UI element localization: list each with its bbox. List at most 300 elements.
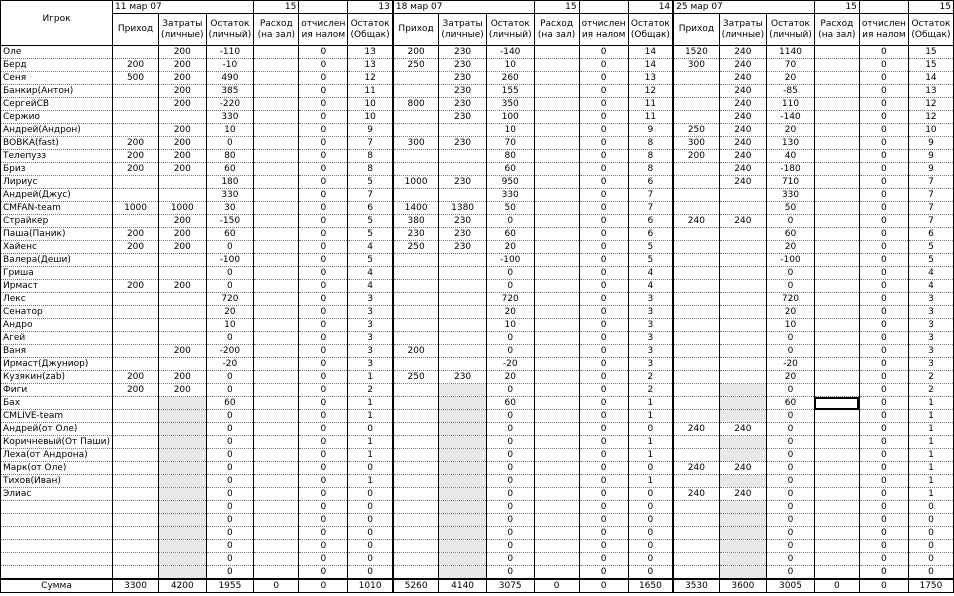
value-cell[interactable] (159, 423, 206, 436)
value-cell[interactable] (113, 189, 159, 202)
value-cell[interactable]: 0 (579, 215, 628, 228)
value-cell[interactable]: 8 (628, 163, 673, 176)
value-cell[interactable]: 0 (579, 319, 628, 332)
value-cell[interactable]: 0 (767, 566, 815, 580)
value-cell[interactable] (814, 241, 859, 254)
value-cell[interactable]: 10 (908, 124, 953, 137)
value-cell[interactable] (814, 98, 859, 111)
player-name-cell[interactable]: Гриша (1, 267, 113, 280)
summary-cell[interactable]: 0 (299, 579, 348, 593)
value-cell[interactable]: 155 (486, 85, 534, 98)
value-cell[interactable]: 1 (348, 475, 393, 488)
value-cell[interactable]: 0 (628, 553, 673, 566)
player-name-cell[interactable]: Андро (1, 319, 113, 332)
value-cell[interactable]: 380 (393, 215, 439, 228)
value-cell[interactable]: 0 (299, 46, 348, 59)
value-cell[interactable]: 330 (206, 111, 254, 124)
column-header[interactable]: Остаток (личный) (767, 14, 815, 46)
value-cell[interactable] (534, 215, 579, 228)
value-cell[interactable]: 20 (206, 306, 254, 319)
value-cell[interactable] (113, 46, 159, 59)
value-cell[interactable]: 5 (348, 215, 393, 228)
value-cell[interactable]: 3 (348, 345, 393, 358)
value-cell[interactable]: 240 (673, 215, 719, 228)
value-cell[interactable] (534, 254, 579, 267)
value-cell[interactable]: 0 (348, 488, 393, 501)
value-cell[interactable] (254, 527, 299, 540)
value-cell[interactable] (673, 254, 719, 267)
value-cell[interactable]: 0 (206, 501, 254, 514)
summary-cell[interactable]: 3600 (719, 579, 766, 593)
value-cell[interactable]: 0 (348, 514, 393, 527)
value-cell[interactable]: 200 (113, 384, 159, 397)
value-cell[interactable]: 0 (348, 501, 393, 514)
value-cell[interactable] (113, 436, 159, 449)
value-cell[interactable]: 0 (859, 98, 908, 111)
value-cell[interactable] (719, 540, 766, 553)
value-cell[interactable]: 230 (439, 228, 486, 241)
value-cell[interactable]: 0 (299, 124, 348, 137)
value-cell[interactable] (814, 319, 859, 332)
value-cell[interactable]: 0 (486, 384, 534, 397)
value-cell[interactable]: 0 (299, 449, 348, 462)
value-cell[interactable]: 7 (348, 137, 393, 150)
value-cell[interactable]: 230 (439, 98, 486, 111)
summary-cell[interactable]: 0 (814, 579, 859, 593)
value-cell[interactable]: 9 (628, 124, 673, 137)
value-cell[interactable]: 200 (113, 163, 159, 176)
value-cell[interactable] (439, 501, 486, 514)
value-cell[interactable]: 0 (628, 540, 673, 553)
value-cell[interactable] (159, 111, 206, 124)
value-cell[interactable] (673, 228, 719, 241)
value-cell[interactable]: 0 (579, 449, 628, 462)
player-name-cell[interactable]: Марк(от Оле) (1, 462, 113, 475)
player-name-cell[interactable]: Берд (1, 59, 113, 72)
value-cell[interactable] (534, 345, 579, 358)
value-cell[interactable]: 6 (628, 228, 673, 241)
value-cell[interactable] (393, 306, 439, 319)
value-cell[interactable] (534, 319, 579, 332)
value-cell[interactable] (439, 527, 486, 540)
value-cell[interactable]: 1 (908, 449, 953, 462)
value-cell[interactable]: 3 (348, 332, 393, 345)
value-cell[interactable] (113, 98, 159, 111)
value-cell[interactable] (534, 124, 579, 137)
value-cell[interactable] (254, 85, 299, 98)
value-cell[interactable] (719, 202, 766, 215)
value-cell[interactable] (673, 384, 719, 397)
value-cell[interactable]: 0 (579, 462, 628, 475)
value-cell[interactable]: 0 (299, 85, 348, 98)
column-header[interactable]: Затраты (личные) (159, 14, 206, 46)
value-cell[interactable]: 0 (859, 267, 908, 280)
summary-cell[interactable]: 4200 (159, 579, 206, 593)
value-cell[interactable]: 3 (348, 306, 393, 319)
value-cell[interactable]: 0 (206, 527, 254, 540)
value-cell[interactable] (534, 410, 579, 423)
value-cell[interactable] (393, 293, 439, 306)
value-cell[interactable] (814, 475, 859, 488)
value-cell[interactable] (814, 176, 859, 189)
value-cell[interactable]: 0 (206, 410, 254, 423)
player-name-cell[interactable]: Кузякин(zab) (1, 371, 113, 384)
value-cell[interactable]: 8 (348, 163, 393, 176)
summary-cell[interactable]: 5260 (393, 579, 439, 593)
value-cell[interactable] (254, 267, 299, 280)
value-cell[interactable] (534, 306, 579, 319)
value-cell[interactable] (534, 137, 579, 150)
summary-cell[interactable]: 1650 (628, 579, 673, 593)
section-total-rate[interactable]: 15 (908, 1, 953, 14)
value-cell[interactable]: 6 (628, 176, 673, 189)
value-cell[interactable]: 12 (908, 111, 953, 124)
value-cell[interactable] (393, 475, 439, 488)
value-cell[interactable]: 0 (299, 345, 348, 358)
player-name-cell[interactable]: Андрей(Андрон) (1, 124, 113, 137)
value-cell[interactable]: 0 (486, 514, 534, 527)
value-cell[interactable] (254, 137, 299, 150)
value-cell[interactable]: 200 (113, 137, 159, 150)
value-cell[interactable]: 240 (719, 215, 766, 228)
value-cell[interactable] (534, 189, 579, 202)
column-header[interactable]: отчислен ия налом (579, 14, 628, 46)
value-cell[interactable] (814, 423, 859, 436)
value-cell[interactable] (814, 111, 859, 124)
value-cell[interactable]: 130 (767, 137, 815, 150)
value-cell[interactable]: 200 (159, 72, 206, 85)
value-cell[interactable]: 0 (299, 202, 348, 215)
summary-label[interactable]: Сумма (1, 579, 113, 593)
value-cell[interactable] (113, 553, 159, 566)
value-cell[interactable] (113, 345, 159, 358)
value-cell[interactable]: -180 (767, 163, 815, 176)
value-cell[interactable] (393, 384, 439, 397)
value-cell[interactable] (439, 553, 486, 566)
value-cell[interactable]: 0 (579, 176, 628, 189)
value-cell[interactable]: 60 (486, 163, 534, 176)
value-cell[interactable]: 0 (579, 163, 628, 176)
value-cell[interactable] (254, 319, 299, 332)
header-blank[interactable] (767, 1, 815, 14)
value-cell[interactable] (814, 332, 859, 345)
value-cell[interactable]: 1 (628, 410, 673, 423)
value-cell[interactable]: 60 (206, 397, 254, 410)
value-cell[interactable]: 0 (859, 111, 908, 124)
summary-cell[interactable]: 1010 (348, 579, 393, 593)
value-cell[interactable]: 0 (908, 501, 953, 514)
value-cell[interactable]: 240 (719, 85, 766, 98)
value-cell[interactable]: 1 (908, 462, 953, 475)
value-cell[interactable] (534, 436, 579, 449)
value-cell[interactable]: 0 (579, 332, 628, 345)
player-name-cell[interactable]: Паша(Паник) (1, 228, 113, 241)
player-name-cell[interactable]: Леха(от Андрона) (1, 449, 113, 462)
value-cell[interactable] (113, 319, 159, 332)
column-header[interactable]: Затраты (личные) (439, 14, 486, 46)
value-cell[interactable]: 0 (206, 332, 254, 345)
value-cell[interactable] (673, 358, 719, 371)
value-cell[interactable]: 4 (908, 280, 953, 293)
summary-cell[interactable]: 3530 (673, 579, 719, 593)
value-cell[interactable]: 10 (348, 111, 393, 124)
value-cell[interactable]: 230 (393, 228, 439, 241)
value-cell[interactable]: 0 (299, 306, 348, 319)
player-name-cell[interactable]: CMFAN-team (1, 202, 113, 215)
column-header[interactable]: Приход (393, 14, 439, 46)
value-cell[interactable]: 0 (486, 553, 534, 566)
value-cell[interactable]: 0 (299, 501, 348, 514)
value-cell[interactable]: 0 (486, 488, 534, 501)
value-cell[interactable]: 1 (908, 436, 953, 449)
value-cell[interactable]: 0 (299, 189, 348, 202)
value-cell[interactable] (719, 566, 766, 580)
value-cell[interactable]: -10 (206, 59, 254, 72)
value-cell[interactable]: 7 (628, 189, 673, 202)
value-cell[interactable]: 0 (628, 501, 673, 514)
value-cell[interactable]: 0 (206, 384, 254, 397)
value-cell[interactable] (393, 124, 439, 137)
value-cell[interactable]: 7 (908, 215, 953, 228)
value-cell[interactable]: 0 (348, 462, 393, 475)
value-cell[interactable] (254, 436, 299, 449)
value-cell[interactable]: 60 (767, 228, 815, 241)
value-cell[interactable]: 12 (908, 98, 953, 111)
value-cell[interactable]: 240 (719, 72, 766, 85)
value-cell[interactable] (719, 241, 766, 254)
value-cell[interactable]: 3 (908, 293, 953, 306)
value-cell[interactable] (719, 527, 766, 540)
value-cell[interactable]: -150 (206, 215, 254, 228)
value-cell[interactable]: 0 (206, 137, 254, 150)
value-cell[interactable] (534, 332, 579, 345)
value-cell[interactable] (113, 124, 159, 137)
value-cell[interactable] (254, 449, 299, 462)
value-cell[interactable] (254, 189, 299, 202)
value-cell[interactable]: 20 (767, 241, 815, 254)
value-cell[interactable]: 100 (486, 111, 534, 124)
value-cell[interactable]: 330 (767, 189, 815, 202)
value-cell[interactable]: 200 (159, 345, 206, 358)
value-cell[interactable]: 0 (299, 137, 348, 150)
summary-cell[interactable]: 0 (579, 579, 628, 593)
value-cell[interactable] (159, 514, 206, 527)
value-cell[interactable] (439, 280, 486, 293)
value-cell[interactable]: 0 (767, 553, 815, 566)
value-cell[interactable] (534, 540, 579, 553)
value-cell[interactable]: 0 (299, 293, 348, 306)
value-cell[interactable]: 230 (439, 241, 486, 254)
value-cell[interactable] (393, 358, 439, 371)
value-cell[interactable] (393, 514, 439, 527)
value-cell[interactable]: 300 (673, 137, 719, 150)
player-name-cell[interactable]: Коричневый(От Паши) (1, 436, 113, 449)
value-cell[interactable] (113, 111, 159, 124)
value-cell[interactable]: 0 (908, 514, 953, 527)
value-cell[interactable]: 110 (767, 98, 815, 111)
value-cell[interactable] (439, 306, 486, 319)
value-cell[interactable]: 240 (719, 46, 766, 59)
value-cell[interactable] (814, 280, 859, 293)
value-cell[interactable] (534, 566, 579, 580)
value-cell[interactable]: 200 (159, 46, 206, 59)
value-cell[interactable]: 1 (348, 436, 393, 449)
column-header[interactable]: Расход (на зал) (814, 14, 859, 46)
value-cell[interactable] (534, 280, 579, 293)
value-cell[interactable] (393, 332, 439, 345)
value-cell[interactable] (814, 358, 859, 371)
player-name-cell[interactable]: ВОВКА(fast) (1, 137, 113, 150)
value-cell[interactable] (393, 410, 439, 423)
value-cell[interactable]: 240 (719, 462, 766, 475)
value-cell[interactable]: 0 (206, 540, 254, 553)
value-cell[interactable]: 0 (908, 527, 953, 540)
value-cell[interactable]: 240 (719, 488, 766, 501)
value-cell[interactable]: 9 (908, 137, 953, 150)
summary-cell[interactable]: 3075 (486, 579, 534, 593)
value-cell[interactable]: 0 (486, 540, 534, 553)
value-cell[interactable]: 11 (628, 111, 673, 124)
value-cell[interactable]: 0 (579, 72, 628, 85)
value-cell[interactable]: 200 (159, 384, 206, 397)
value-cell[interactable]: 1520 (673, 46, 719, 59)
value-cell[interactable]: 15 (908, 59, 953, 72)
column-header[interactable]: Приход (113, 14, 159, 46)
value-cell[interactable]: 7 (628, 202, 673, 215)
value-cell[interactable] (254, 553, 299, 566)
value-cell[interactable]: -200 (206, 345, 254, 358)
value-cell[interactable]: 240 (673, 488, 719, 501)
value-cell[interactable] (439, 254, 486, 267)
value-cell[interactable]: 0 (579, 397, 628, 410)
value-cell[interactable] (254, 228, 299, 241)
player-name-cell[interactable]: Сенатор (1, 306, 113, 319)
value-cell[interactable]: 200 (159, 137, 206, 150)
summary-cell[interactable]: 3005 (767, 579, 815, 593)
value-cell[interactable] (393, 319, 439, 332)
value-cell[interactable] (393, 436, 439, 449)
value-cell[interactable]: 240 (719, 124, 766, 137)
value-cell[interactable] (719, 514, 766, 527)
value-cell[interactable] (113, 306, 159, 319)
value-cell[interactable]: 7 (348, 189, 393, 202)
value-cell[interactable]: 10 (767, 319, 815, 332)
value-cell[interactable] (113, 267, 159, 280)
value-cell[interactable] (393, 85, 439, 98)
value-cell[interactable] (439, 436, 486, 449)
summary-cell[interactable]: 0 (534, 579, 579, 593)
value-cell[interactable] (254, 124, 299, 137)
value-cell[interactable]: 0 (348, 540, 393, 553)
value-cell[interactable]: 20 (767, 72, 815, 85)
value-cell[interactable]: 0 (859, 241, 908, 254)
value-cell[interactable]: 0 (579, 293, 628, 306)
header-blank[interactable] (579, 1, 628, 14)
value-cell[interactable] (814, 527, 859, 540)
value-cell[interactable] (814, 540, 859, 553)
summary-cell[interactable]: 1750 (908, 579, 953, 593)
value-cell[interactable]: 0 (299, 410, 348, 423)
column-header[interactable]: Расход (на зал) (534, 14, 579, 46)
value-cell[interactable] (673, 176, 719, 189)
value-cell[interactable] (719, 345, 766, 358)
value-cell[interactable]: 0 (299, 566, 348, 580)
value-cell[interactable] (534, 59, 579, 72)
value-cell[interactable]: 0 (348, 553, 393, 566)
value-cell[interactable] (393, 150, 439, 163)
value-cell[interactable] (534, 111, 579, 124)
summary-cell[interactable]: 3300 (113, 579, 159, 593)
value-cell[interactable]: 0 (206, 267, 254, 280)
value-cell[interactable]: 720 (767, 293, 815, 306)
value-cell[interactable]: 0 (299, 59, 348, 72)
value-cell[interactable] (534, 85, 579, 98)
value-cell[interactable]: 0 (299, 267, 348, 280)
value-cell[interactable] (719, 397, 766, 410)
value-cell[interactable]: 200 (159, 98, 206, 111)
value-cell[interactable] (254, 475, 299, 488)
value-cell[interactable]: 0 (628, 514, 673, 527)
column-header[interactable]: отчислен ия налом (859, 14, 908, 46)
value-cell[interactable] (393, 423, 439, 436)
value-cell[interactable] (814, 150, 859, 163)
player-name-cell[interactable]: Телепузз (1, 150, 113, 163)
value-cell[interactable]: 30 (206, 202, 254, 215)
value-cell[interactable]: 200 (159, 280, 206, 293)
value-cell[interactable]: 240 (719, 176, 766, 189)
value-cell[interactable]: 0 (859, 228, 908, 241)
value-cell[interactable] (814, 345, 859, 358)
value-cell[interactable] (814, 85, 859, 98)
value-cell[interactable]: -100 (767, 254, 815, 267)
value-cell[interactable] (534, 423, 579, 436)
value-cell[interactable]: 1 (628, 436, 673, 449)
value-cell[interactable] (439, 267, 486, 280)
value-cell[interactable]: 250 (393, 371, 439, 384)
value-cell[interactable]: 230 (439, 85, 486, 98)
value-cell[interactable] (534, 98, 579, 111)
value-cell[interactable]: 13 (908, 85, 953, 98)
value-cell[interactable] (439, 488, 486, 501)
value-cell[interactable]: 3 (348, 358, 393, 371)
value-cell[interactable] (534, 449, 579, 462)
value-cell[interactable] (393, 501, 439, 514)
value-cell[interactable]: 3 (908, 332, 953, 345)
value-cell[interactable] (159, 462, 206, 475)
value-cell[interactable] (814, 449, 859, 462)
value-cell[interactable]: 0 (299, 111, 348, 124)
value-cell[interactable]: 2 (628, 371, 673, 384)
value-cell[interactable] (393, 462, 439, 475)
value-cell[interactable]: 1000 (113, 202, 159, 215)
value-cell[interactable]: -85 (767, 85, 815, 98)
value-cell[interactable] (673, 501, 719, 514)
value-cell[interactable]: 0 (859, 475, 908, 488)
value-cell[interactable]: 0 (299, 423, 348, 436)
value-cell[interactable]: 0 (859, 488, 908, 501)
value-cell[interactable]: 240 (719, 137, 766, 150)
value-cell[interactable]: -100 (486, 254, 534, 267)
value-cell[interactable]: 0 (299, 397, 348, 410)
section-total-rate[interactable]: 14 (628, 1, 673, 14)
value-cell[interactable]: 0 (348, 527, 393, 540)
value-cell[interactable]: 0 (486, 267, 534, 280)
value-cell[interactable]: -20 (486, 358, 534, 371)
value-cell[interactable]: 0 (859, 176, 908, 189)
value-cell[interactable] (393, 449, 439, 462)
value-cell[interactable] (113, 501, 159, 514)
value-cell[interactable]: 0 (579, 98, 628, 111)
